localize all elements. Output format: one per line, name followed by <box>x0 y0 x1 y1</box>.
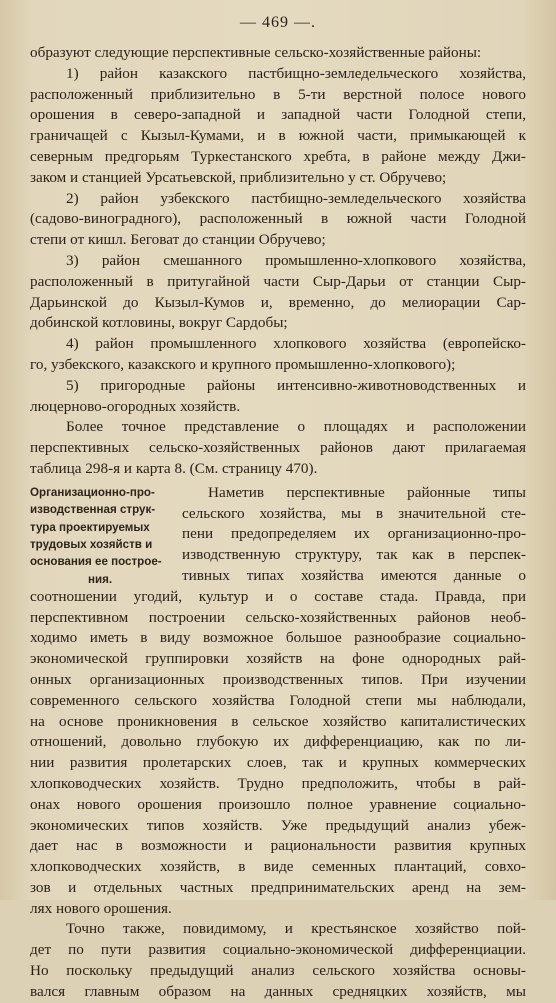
margin-note-line: основания ее построе- <box>30 555 162 569</box>
text-line: северным предгорьям Туркестанского хребта, в районе между Джи- <box>30 147 526 165</box>
margin-note-line: трудовых хозяйств и <box>30 537 153 551</box>
text-line: дает нас в возможности и рациональности развития крупных <box>30 837 526 855</box>
text-line: лях нового орошения. <box>30 899 172 917</box>
margin-note-line: Организационно-про- <box>30 485 155 499</box>
text-line: хлопководческих хозяйств, в виде семенных плантаций, совхо- <box>30 858 526 876</box>
text-line: на основе проникновения в сельское хозяйство капиталистических <box>30 712 526 730</box>
intro-paragraph <box>30 43 526 64</box>
text-line: (садово-виноградного), расположенный в южной части Голодной <box>30 210 526 228</box>
closing-paragraph <box>30 919 526 1002</box>
text-line: 2) район узбекского пастбищно-земледельческого хозяйства <box>66 189 526 207</box>
text-line: нии развития пролетарских слоев, так и крупных коммерческих <box>30 754 526 772</box>
text-line: образуют следующие перспективные сельско-хозяйственные районы: <box>30 44 482 61</box>
text-line: люцерново-огородных хозяйств. <box>30 397 241 415</box>
text-line: перспективном построении сельско-хозяйственных районов необ- <box>30 608 526 626</box>
district-item-3 <box>30 251 526 334</box>
summary-paragraph <box>30 417 526 479</box>
margin-note <box>30 484 170 588</box>
side-text <box>182 483 526 587</box>
text-line: перспективных сельско-хозяйственных районов дают прилагаемая <box>30 439 526 457</box>
text-line: экономических типов хозяйств. Уже предыдущий анализ убеж- <box>30 816 526 834</box>
text-line: 5) пригородные районы интенсивно-животноводственных и <box>66 376 526 394</box>
text-line: онах нового орошения произошло полное уравнение социально- <box>30 795 526 813</box>
margin-note-line: ния. <box>87 572 113 586</box>
district-item-4 <box>30 334 526 376</box>
district-item-1 <box>30 64 526 189</box>
text-line: Наметив перспективные районные типы <box>208 483 526 501</box>
text-line: хлопководческих хозяйств. Трудно предположить, чтобы в рай- <box>30 774 526 792</box>
district-item-5 <box>30 376 526 418</box>
text-line: Более точное представление о площадях и расположении <box>66 418 526 436</box>
text-line: граничащей с Кызыл-Кумами, и в южной части, примыкающей к <box>30 127 526 145</box>
text-line: таблица 298-я и карта 8. (См. страницу 470). <box>30 459 318 477</box>
text-line: Точно также, повидимому, и крестьянское хозяйство пой- <box>66 920 526 938</box>
text-line: соотношении угодий, культур и о составе стада. Правда, при <box>30 587 526 605</box>
text-line: экономической группировки хозяйств на фоне однородных рай- <box>30 650 526 668</box>
text-line: орошения в северо-западной и западной части Голодной степи, <box>30 106 526 124</box>
district-list <box>30 64 526 418</box>
text-line: сельского хозяйства, мы в значительной сте- <box>182 504 526 522</box>
body-text <box>30 43 526 1003</box>
text-line: Дарьинской до Кызыл-Кумов и, временно, до мелиорации Сар- <box>30 293 526 311</box>
text-line: изводственную структуру, так как в перспек- <box>182 546 526 564</box>
page-number: — 469 —. <box>240 14 316 31</box>
margin-note-line: изводственная струк- <box>30 503 156 517</box>
text-line: пени предопределяем их организационно-про- <box>182 525 526 543</box>
side-block <box>30 483 526 587</box>
margin-note-line: тура проектируемых <box>30 520 150 534</box>
text-line: заком и станцией Урсатьевской, приблизительно у ст. Обручево; <box>30 168 447 186</box>
text-line: дет по пути развития социально-экономической дифференциации. <box>30 941 526 959</box>
text-line: го, узбекского, казакского и крупного промышленно-хлопкового); <box>30 355 456 373</box>
text-line: Но поскольку предыдущий анализ сельского хозяйства основы- <box>30 962 526 980</box>
text-line: тивных типах хозяйства имеются данные о <box>182 566 526 584</box>
text-line: добинской котловины, вокруг Сардобы; <box>30 314 288 332</box>
text-line: онных организационных производственных типов. При изучении <box>30 670 526 688</box>
text-line: 1) район казакского пастбищно-земледельческого хозяйства, <box>66 64 526 82</box>
text-line: расположенный приблизительно в 5-ти верстной полосе нового <box>30 85 526 103</box>
text-line: 4) район промышленного хлопкового хозяйства (европейско- <box>66 335 526 353</box>
text-line: отношений, довольно глубокую их дифференциацию, как по ли- <box>30 733 526 751</box>
text-line: 3) район смешанного промышленно-хлопкового хозяйства, <box>66 251 526 269</box>
organization-section <box>30 483 526 920</box>
text-line: степи от кишл. Беговат до станции Обручево; <box>30 231 326 249</box>
text-line: современного сельского хозяйства Голодной степи мы наблюдали, <box>30 691 526 709</box>
text-line: вался главным образом на данных средняцких хозяйств, мы <box>30 982 526 1000</box>
text-line: расположенный в притугайной части Сыр-Дарьи от станции Сыр- <box>30 272 526 290</box>
text-line: зов и отдельных частных предпринимательских аренд на зем- <box>30 878 526 896</box>
text-line: ходимо иметь в виду возможное большое разнообразие социально- <box>30 629 526 647</box>
district-item-2 <box>30 189 526 251</box>
